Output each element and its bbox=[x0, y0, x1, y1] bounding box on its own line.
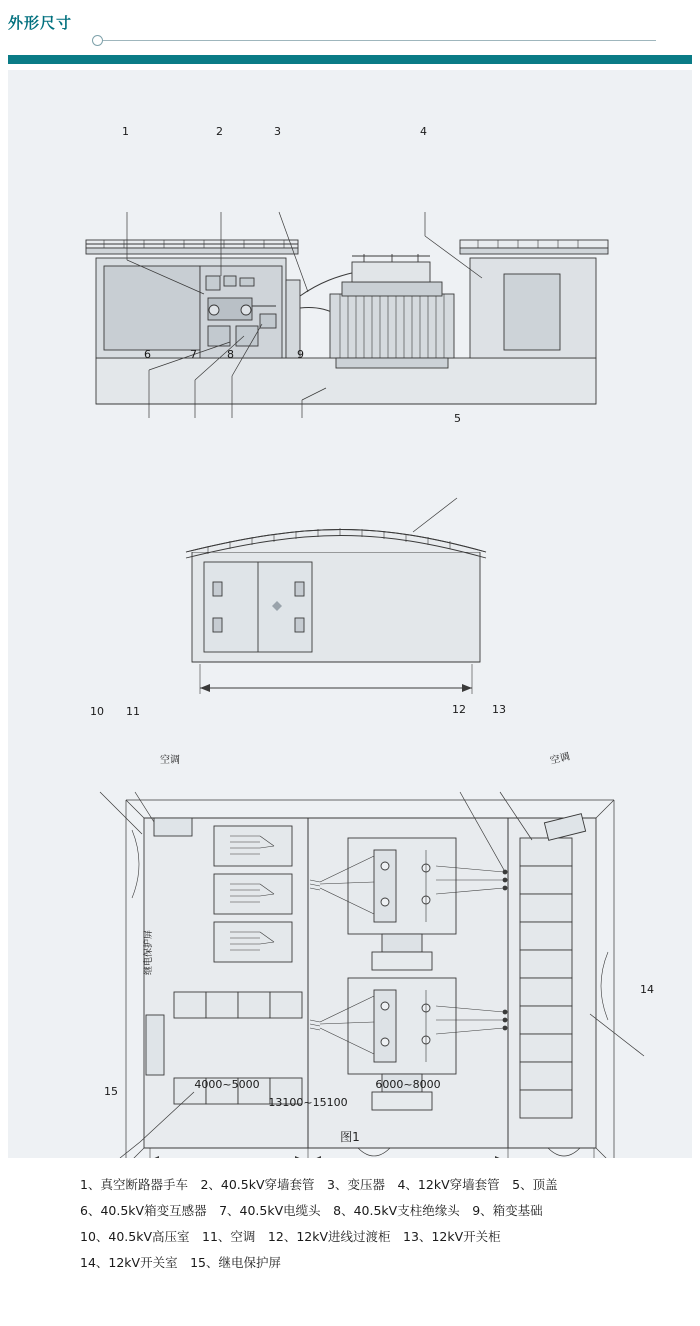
callout-9: 9 bbox=[297, 348, 304, 361]
legend-line-2: 6、40.5kV箱变互感器 7、40.5kV电缆头 8、40.5kV支柱绝缘头 9、箱变基础 bbox=[80, 1203, 543, 1218]
legend-line-1: 1、真空断路器手车 2、40.5kV穿墙套管 3、变压器 4、12kV穿墙套管 5、顶盖 bbox=[80, 1177, 558, 1192]
callout-7: 7 bbox=[190, 348, 197, 361]
callout-11: 11 bbox=[126, 705, 140, 718]
callout-5: 5 bbox=[454, 412, 461, 425]
page-header bbox=[0, 0, 700, 62]
ac-left-label: 空调 bbox=[160, 755, 180, 766]
header-rule bbox=[96, 40, 656, 41]
callout-3: 3 bbox=[274, 125, 281, 138]
callout-14: 14 bbox=[640, 983, 654, 996]
ac-right-label: 空调 bbox=[549, 751, 572, 767]
callout-1: 1 bbox=[122, 125, 129, 138]
callout-4: 4 bbox=[420, 125, 427, 138]
page-title: 外形尺寸 bbox=[8, 14, 73, 32]
callout-12: 12 bbox=[452, 703, 466, 716]
header-dot-icon bbox=[92, 35, 103, 46]
legend-list bbox=[80, 1172, 680, 1276]
dim-left-bay: 4000~5000 bbox=[194, 1078, 260, 1091]
relay-panel-label: 继电保护屏 bbox=[144, 929, 154, 975]
figure-caption: 图1 bbox=[340, 1130, 360, 1144]
callout-6: 6 bbox=[144, 348, 151, 361]
legend-line-3: 10、40.5kV高压室 11、空调 12、12kV进线过渡柜 13、12kV开关柜 bbox=[80, 1229, 501, 1244]
legend-line-4: 14、12kV开关室 15、继电保护屏 bbox=[80, 1255, 282, 1270]
callout-15: 15 bbox=[104, 1085, 118, 1098]
dim-total: 13100~15100 bbox=[268, 1096, 348, 1109]
callout-13: 13 bbox=[492, 703, 506, 716]
dim-right-bay: 6000~8000 bbox=[375, 1078, 441, 1091]
callout-10: 10 bbox=[90, 705, 104, 718]
drawing-canvas bbox=[8, 70, 692, 1158]
technical-drawing bbox=[8, 70, 692, 1158]
callout-8: 8 bbox=[227, 348, 234, 361]
callout-2: 2 bbox=[216, 125, 223, 138]
header-accent-bar bbox=[8, 55, 692, 64]
